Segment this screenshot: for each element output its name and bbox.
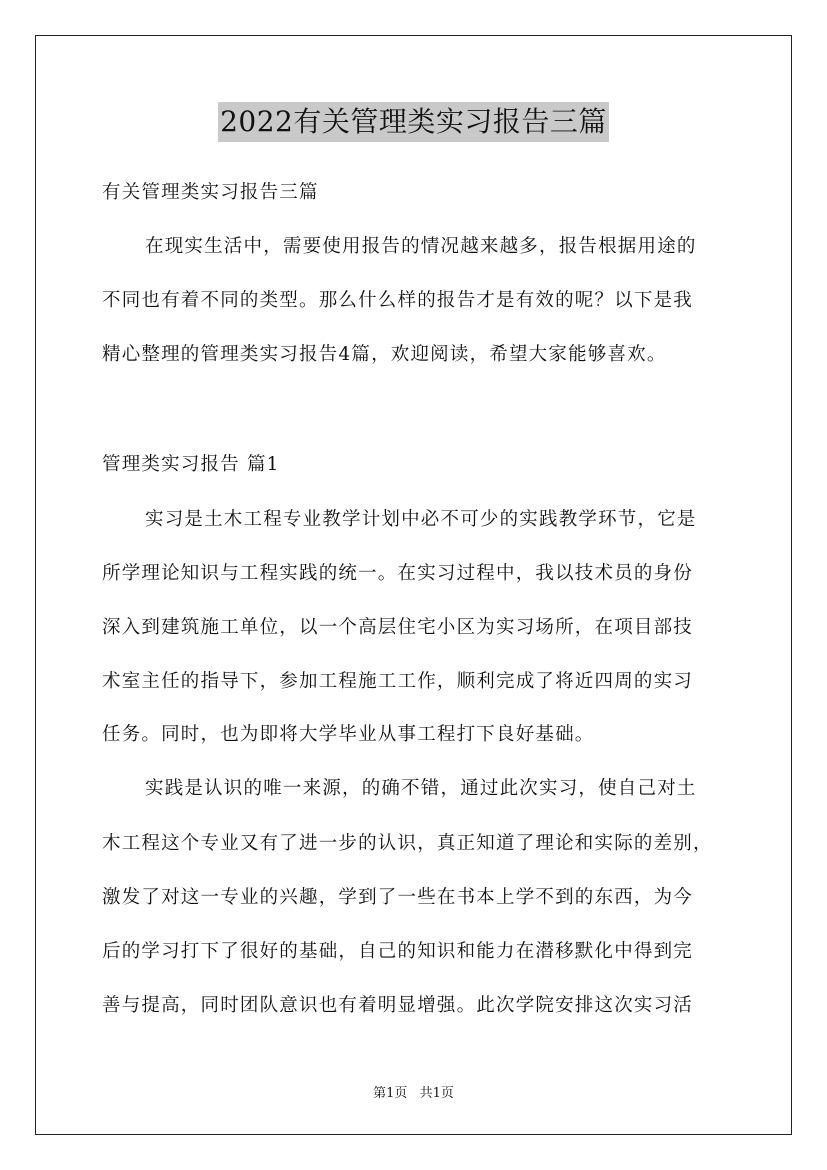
document-subtitle: 有关管理类实习报告三篇 [102,182,319,203]
page-number: 第1页 [373,1086,408,1101]
paragraph-line: 实习是土木工程专业教学计划中必不可少的实践教学环节，它是 [145,509,697,530]
paragraph-line: 实践是认识的唯一来源，的确不错，通过此次实习，使自己对土 [145,778,697,799]
intro-line-2: 不同也有着不同的类型。那么什么样的报告才是有效的呢？以下是我 [102,290,694,311]
paragraph-line: 善与提高，同时团队意识也有着明显增强。此次学院安排这次实习活 [102,995,694,1016]
paragraph-line: 术室主任的指导下，参加工程施工工作，顺利完成了将近四周的实习 [102,671,694,692]
paragraph-line: 所学理论知识与工程实践的统一。在实习过程中，我以技术员的身份 [102,563,694,584]
document-title: 2022有关管理类实习报告三篇 [218,102,609,142]
paragraph-line: 激发了对这一专业的兴趣，学到了一些在书本上学不到的东西，为今 [102,887,694,908]
title-container [0,102,827,142]
intro-line-3: 精心整理的管理类实习报告4篇，欢迎阅读，希望大家能够喜欢。 [102,344,667,365]
paragraph-line: 任务。同时，也为即将大学毕业从事工程打下良好基础。 [102,724,595,745]
paragraph-line: 木工程这个专业又有了进一步的认识，真正知道了理论和实际的差别， [102,833,713,854]
paragraph-line: 后的学习打下了很好的基础，自己的知识和能力在潜移默化中得到完 [102,941,694,962]
page-total: 共1页 [419,1086,454,1101]
page-footer [0,1082,827,1101]
section-heading: 管理类实习报告 篇1 [102,454,280,475]
intro-line-1: 在现实生活中，需要使用报告的情况越来越多，报告根据用途的 [145,236,697,257]
paragraph-line: 深入到建筑施工单位，以一个高层住宅小区为实习场所，在项目部技 [102,617,694,638]
